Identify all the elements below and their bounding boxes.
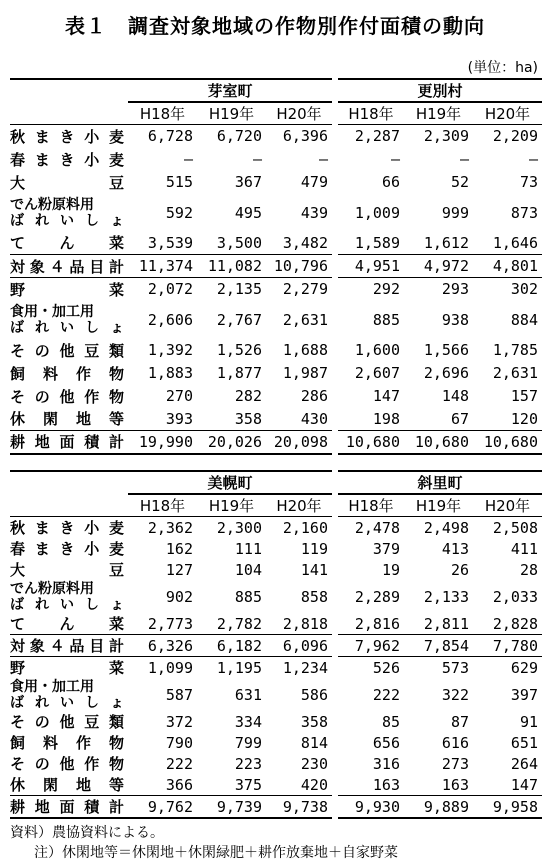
cell-value: 3,500 [216,233,262,252]
cell-value: 420 [300,775,328,794]
cell-value: 147 [510,775,538,794]
cell-value: 2,816 [335,613,404,635]
cell-value: 230 [300,754,328,773]
cell-value: 1,612 [423,233,469,252]
row-label: 野菜 [10,280,124,299]
top-table [10,78,542,455]
cell-value: 85 [335,711,404,732]
cell-value: 1,009 [335,194,404,232]
row-label: 耕地面積計 [10,798,124,816]
cell-value: 4,801 [492,257,538,275]
town-header: 斜里町 [335,471,542,494]
row-label: 耕地面積計 [10,433,124,452]
cell-value: 379 [335,538,404,559]
cell-value: 87 [450,712,469,731]
cell-value: 10,680 [483,432,538,451]
cell-value: 616 [441,733,469,752]
row-label-line1: でん粉原料用 [10,580,94,597]
year-header: H19年 [415,497,462,515]
cell-value: 4,972 [423,257,469,275]
cell-value: 1,646 [492,233,538,252]
cell-value: 11,082 [207,257,262,275]
cell-value: 270 [165,387,193,405]
year-header: H20年 [484,497,531,515]
table-row [10,431,542,454]
cell-value: 1,099 [147,658,193,677]
cell-value: 9,889 [423,797,469,816]
cell-value: 222 [165,754,193,773]
cell-value: 162 [165,539,193,558]
row-label: てん菜 [10,234,124,253]
cell-value: 375 [234,775,262,794]
row-label [10,678,128,711]
cell-value: 148 [441,387,469,405]
cell-value: 120 [510,409,538,428]
table-row [10,171,542,194]
cell-value: 1,877 [216,364,262,382]
row-label: 飼料作物 [10,734,124,752]
table-row [10,796,542,819]
cell-value: 20,026 [207,432,262,451]
table-row [10,580,542,613]
cell-value: 586 [300,685,328,704]
cell-value: 322 [441,685,469,704]
cell-value: 9,958 [492,797,538,816]
cell-value: 9,762 [147,797,193,816]
year-header: H18年 [139,497,186,515]
cell-value: 10,680 [414,432,469,451]
cell-value: 19,990 [138,432,193,451]
year-header: H18年 [139,105,186,123]
row-label-line2: ばれいしょ [10,319,124,336]
cell-value: 1,987 [282,364,328,382]
cell-value: 6,720 [216,127,262,146]
row-label: その他豆類 [10,341,124,360]
cell-value: 2,135 [216,280,262,299]
table-row [10,278,542,301]
cell-value: 293 [441,280,469,299]
cell-value: 6,396 [282,127,328,146]
cell-value: 2,631 [282,310,328,329]
cell-value: 2,209 [492,127,538,146]
row-label: 春まき小麦 [10,150,124,169]
cell-value: — [318,150,328,168]
cell-value: 19 [335,559,404,580]
cell-value: 2,696 [423,364,469,382]
town-header: 更別村 [335,79,542,102]
table-row [10,255,542,278]
row-label [10,580,128,613]
row-label: 春まき小麦 [10,540,124,558]
table-row [10,613,542,635]
cell-value: 9,930 [335,796,404,819]
table-row [10,711,542,732]
cell-value: 814 [300,733,328,752]
cell-value: 67 [450,409,469,428]
row-label: 野菜 [10,659,124,677]
cell-value: 2,811 [423,614,469,633]
cell-value: 790 [165,733,193,752]
row-label-line2: ばれいしょ [10,212,124,229]
table-row [10,148,542,171]
cell-value: 411 [510,539,538,558]
cell-value: 1,589 [335,232,404,255]
cell-value: 104 [234,560,262,579]
cell-value: 873 [510,203,538,222]
cell-value: 26 [450,560,469,579]
cell-value: 2,818 [282,614,328,633]
cell-value: 9,738 [282,797,328,816]
cell-value: — [335,148,404,171]
cell-value: 316 [335,753,404,774]
cell-value: 2,478 [335,517,404,539]
cell-value: 2,782 [216,614,262,633]
cell-value: 2,133 [423,587,469,606]
cell-value: 592 [165,203,193,222]
cell-value: 2,289 [335,580,404,613]
cell-value: 6,182 [216,636,262,655]
cell-value: 292 [335,278,404,301]
cell-value: 6,326 [147,636,193,655]
table-row [10,408,542,431]
cell-value: 198 [335,408,404,431]
table-row [10,678,542,711]
cell-value: 163 [335,774,404,796]
cell-value: 273 [441,754,469,773]
cell-value: 393 [165,409,193,428]
table-row [10,657,542,679]
cell-value: 163 [441,775,469,794]
unit-label: (単位：ha) [467,60,538,76]
cell-value: 656 [335,732,404,753]
source-note: 資料）農協資料による。 [10,825,164,841]
row-label: その他作物 [10,387,124,406]
cell-value: 631 [234,685,262,704]
row-label-line2: ばれいしょ [10,596,124,613]
cell-value: 2,279 [282,280,328,299]
row-label: 対象４品目計 [10,257,124,276]
cell-value: 999 [441,203,469,222]
cell-value: 10,680 [335,431,404,454]
cell-value: 141 [300,560,328,579]
year-header: H19年 [208,105,255,123]
cell-value: 2,287 [335,125,404,148]
cell-value: 573 [441,658,469,677]
cell-value: 111 [234,539,262,558]
row-label: 対象４品目計 [10,637,124,655]
cell-value: — [528,150,538,168]
cell-value: 282 [234,387,262,405]
cell-value: 1,234 [282,658,328,677]
cell-value: 66 [335,171,404,194]
table-row [10,194,542,232]
cell-value: 2,362 [147,518,193,537]
cell-value: 526 [335,657,404,679]
cell-value: 222 [335,678,404,711]
cell-value: 2,033 [492,587,538,606]
cell-value: 7,962 [335,635,404,657]
cell-value: 20,098 [273,432,328,451]
cell-value: 1,883 [147,364,193,382]
cell-value: 1,392 [147,341,193,359]
cell-value: 6,728 [147,127,193,146]
cell-value: 6,096 [282,636,328,655]
cell-value: 2,773 [147,614,193,633]
row-label-line2: ばれいしょ [10,694,124,711]
cell-value: 11,374 [138,257,193,275]
cell-value: — [183,150,193,168]
cell-value: 147 [335,385,404,408]
cell-value: 2,072 [147,280,193,299]
cell-value: 358 [234,409,262,428]
cell-value: 157 [510,387,538,405]
cell-value: 28 [519,560,538,579]
cell-value: 3,539 [147,233,193,252]
cell-value: 439 [300,203,328,222]
cell-value: 629 [510,658,538,677]
cell-value: 651 [510,733,538,752]
table-row [10,732,542,753]
table-row [10,362,542,385]
cell-value: 10,796 [273,257,328,275]
cell-value: 367 [234,173,262,191]
cell-value: 372 [165,712,193,731]
cell-value: 264 [510,754,538,773]
table-row [10,559,542,580]
cell-value: 799 [234,733,262,752]
table-row [10,635,542,657]
cell-value: 885 [234,587,262,606]
cell-value: 73 [519,173,538,191]
cell-value: 858 [300,587,328,606]
cell-value: 1,566 [423,341,469,359]
cell-value: 3,482 [282,233,328,252]
cell-value: — [459,150,469,168]
year-header: H20年 [276,105,322,123]
cell-value: 9,739 [216,797,262,816]
table-row [10,774,542,796]
cell-value: 2,160 [282,518,328,537]
cell-value: 2,828 [492,614,538,633]
cell-value: 7,780 [492,636,538,655]
row-label: 休閑地等 [10,410,124,429]
table-row [10,538,542,559]
row-label: 大豆 [10,173,124,192]
cell-value: 2,498 [423,518,469,537]
footnote: 注）休閑地等＝休閑地＋休閑緑肥＋耕作放棄地＋自家野菜 [34,845,398,861]
cell-value: 515 [165,173,193,191]
cell-value: 2,309 [423,127,469,146]
row-label: 休閑地等 [10,776,124,794]
cell-value: 223 [234,754,262,773]
row-label: 飼料作物 [10,364,124,383]
cell-value: 2,607 [335,362,404,385]
table-row [10,517,542,539]
cell-value: 358 [300,712,328,731]
row-label-line1: でん粉原料用 [10,196,94,213]
bottom-table [10,470,542,819]
table-row [10,232,542,255]
cell-value: 1,526 [216,341,262,359]
cell-value: 1,785 [492,341,538,359]
town-header: 美幌町 [128,471,335,494]
cell-value: 902 [165,587,193,606]
cell-value: 397 [510,685,538,704]
year-header: H19年 [415,105,462,123]
row-label [10,301,128,339]
cell-value: 2,606 [147,310,193,329]
cell-value: — [252,150,262,168]
row-label: 秋まき小麦 [10,519,124,537]
row-label: その他作物 [10,755,124,773]
cell-value: 479 [300,173,328,191]
cell-value: 302 [510,280,538,299]
row-label: 秋まき小麦 [10,127,124,146]
cell-value: 366 [165,775,193,794]
cell-value: 4,951 [335,255,404,278]
cell-value: 334 [234,712,262,731]
row-label: てん菜 [10,615,124,633]
year-header: H20年 [276,497,322,515]
row-label-line1: 食用・加工用 [10,303,94,320]
cell-value: 495 [234,203,262,222]
cell-value: 587 [165,685,193,704]
cell-value: 52 [450,173,469,191]
cell-value: 119 [300,539,328,558]
table-row [10,301,542,339]
year-header: H18年 [335,102,404,125]
cell-value: 2,300 [216,518,262,537]
year-header: H19年 [208,497,255,515]
cell-value: 91 [519,712,538,731]
cell-value: 286 [300,387,328,405]
table-row [10,125,542,148]
cell-value: 413 [441,539,469,558]
cell-value: 2,767 [216,310,262,329]
row-label: 大豆 [10,561,124,579]
table-row [10,385,542,408]
year-header: H18年 [335,494,404,517]
cell-value: 1,600 [335,339,404,362]
row-label-line1: 食用・加工用 [10,678,94,695]
cell-value: 7,854 [423,636,469,655]
cell-value: 2,508 [492,518,538,537]
row-label: その他豆類 [10,713,124,731]
cell-value: 2,631 [492,364,538,382]
cell-value: 1,195 [216,658,262,677]
cell-value: 1,688 [282,341,328,359]
cell-value: 884 [510,310,538,329]
cell-value: 127 [165,560,193,579]
cell-value: 885 [335,301,404,339]
cell-value: 430 [300,409,328,428]
cell-value: 938 [441,310,469,329]
table-row [10,753,542,774]
table-row [10,339,542,362]
town-header: 芽室町 [128,79,335,102]
row-label [10,194,128,232]
year-header: H20年 [484,105,531,123]
table-title: 表１ 調査対象地域の作物別作付面積の動向 [65,14,485,38]
